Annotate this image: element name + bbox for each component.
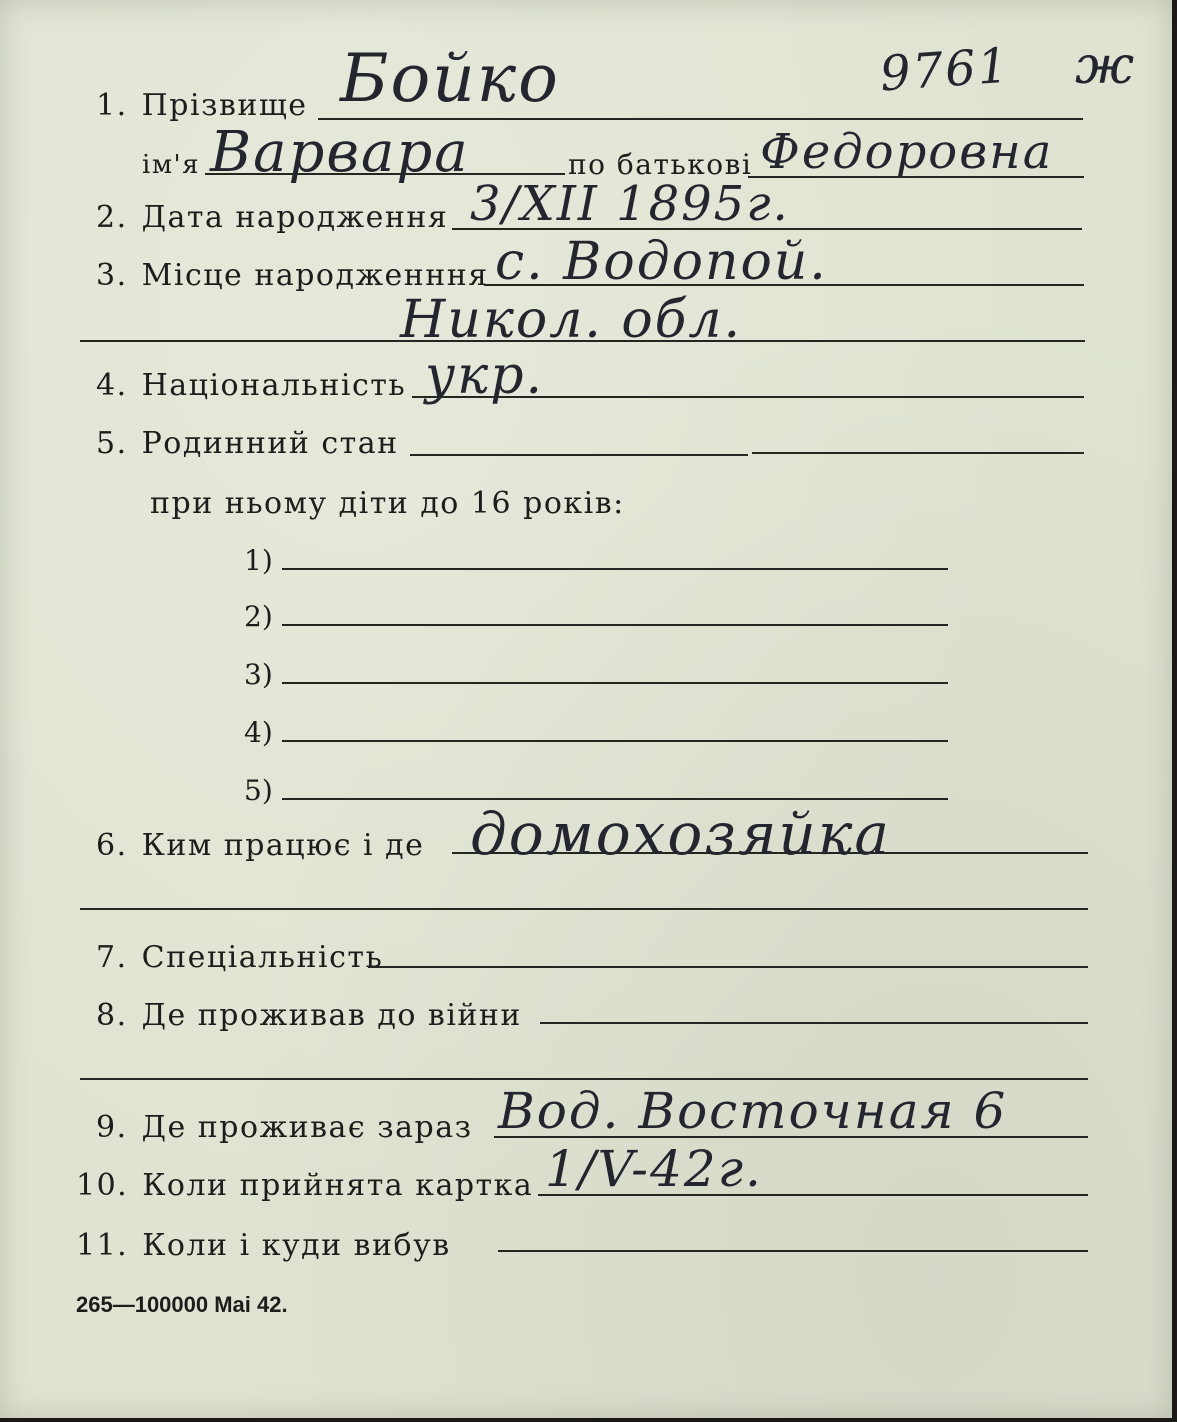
- child-4-number: 4): [244, 716, 273, 749]
- field-marital-line-2: [752, 452, 1084, 454]
- child-2-line: [282, 624, 948, 626]
- field-surname-value: Бойко: [340, 40, 560, 117]
- child-3-line: [282, 682, 948, 684]
- field-card-accepted-label: 10. Коли прийнята картка: [76, 1168, 534, 1203]
- field-marital-line: [410, 454, 748, 456]
- field-birthplace-value-2: Никол. обл.: [400, 290, 743, 350]
- field-specialty-line: [368, 966, 1088, 968]
- field-patronymic-value: Федоровна: [760, 124, 1054, 180]
- field-occupation-label: 6. Ким працює і де: [96, 828, 425, 863]
- field-birthdate-value: 3/XII 1895г.: [470, 176, 790, 232]
- field-surname-label: 1. Прізвище: [96, 88, 308, 123]
- field-specialty-label: 7. Спеціальність: [96, 940, 384, 975]
- print-run-mark: 265—100000 Mai 42.: [76, 1292, 288, 1317]
- child-1-line: [282, 568, 948, 570]
- field-name-value: Варвара: [210, 120, 470, 185]
- field-occupation-line-2: [80, 908, 1088, 910]
- field-name-label: ім'я: [142, 150, 201, 180]
- field-birthplace-label: 3. Місце народженння: [96, 258, 489, 293]
- field-birthplace-value: с. Водопой.: [495, 232, 828, 292]
- field-prewar-residence-line-2: [80, 1078, 1088, 1080]
- children-label: при ньому діти до 16 років:: [150, 486, 625, 521]
- child-5-number: 5): [244, 774, 273, 807]
- field-prewar-residence-line: [540, 1022, 1088, 1024]
- field-card-accepted-value: 1/V-42г.: [545, 1140, 763, 1198]
- archive-number: 9761: [878, 37, 1012, 103]
- field-departure-label: 11. Коли і куди вибув: [76, 1228, 451, 1263]
- field-patronymic-label: по батькові: [568, 148, 753, 181]
- field-nationality-label: 4. Національність: [96, 368, 407, 403]
- field-prewar-residence-label: 8. Де проживав до війни: [96, 998, 522, 1033]
- field-nationality-value: укр.: [425, 346, 545, 406]
- child-3-number: 3): [244, 658, 273, 691]
- field-birthdate-label: 2. Дата народження: [96, 200, 449, 235]
- field-current-residence-label: 9. Де проживає зараз: [96, 1110, 473, 1145]
- field-current-residence-value: Вод. Восточная 6: [498, 1082, 1008, 1140]
- child-1-number: 1): [244, 544, 273, 577]
- child-4-line: [282, 740, 948, 742]
- field-occupation-value: домохозяйка: [470, 800, 891, 868]
- field-marital-label: 5. Родинний стан: [96, 426, 399, 461]
- field-departure-line: [498, 1250, 1088, 1252]
- archive-letter: ж: [1075, 36, 1137, 96]
- child-2-number: 2): [244, 600, 273, 633]
